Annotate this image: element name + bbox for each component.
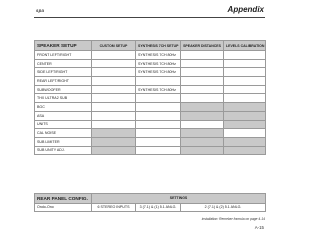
section-title: Appendix	[227, 5, 264, 14]
levels-calibration-cell	[224, 51, 266, 60]
custom-setup-cell	[92, 120, 136, 129]
speaker-distance-cell	[181, 103, 224, 112]
synthesis-cell	[136, 103, 181, 112]
table-row	[35, 137, 266, 146]
custom-setup-cell	[92, 103, 136, 112]
table-row	[35, 59, 266, 68]
column-header: CUSTOM SETUP	[92, 41, 136, 51]
synthesis-cell: SYNTHESIS 7CH 80Hz	[136, 59, 181, 68]
panel-cell: Ondo-Ono	[35, 203, 92, 211]
table-row	[35, 85, 266, 94]
panel-cell: 2 (7.1) & (2) 5.1 ANLG.	[181, 203, 266, 211]
row-label: SUB UNITY ADJ.	[35, 146, 92, 155]
speaker-distance-cell	[181, 77, 224, 86]
table-row	[35, 129, 266, 138]
header-rule	[34, 17, 265, 18]
levels-calibration-cell	[224, 94, 266, 103]
speaker-distance-cell	[181, 51, 224, 60]
speaker-distance-cell	[181, 137, 224, 146]
row-label: SUB LIMITER	[35, 137, 92, 146]
row-label: CAL NOISE	[35, 129, 92, 138]
row-label: SIDE LEFT/RIGHT	[35, 68, 92, 77]
synthesis-cell	[136, 137, 181, 146]
speaker-distance-cell	[181, 85, 224, 94]
levels-calibration-cell	[224, 59, 266, 68]
table-row	[35, 111, 266, 120]
setup-table-body	[35, 51, 266, 155]
levels-calibration-cell	[224, 68, 266, 77]
levels-calibration-cell	[224, 103, 266, 112]
speaker-distance-cell	[181, 146, 224, 155]
custom-setup-cell	[92, 111, 136, 120]
row-label: CENTER	[35, 59, 92, 68]
row-label: ASA	[35, 111, 92, 120]
page-number: A-15	[254, 225, 264, 230]
levels-calibration-cell	[224, 137, 266, 146]
custom-setup-cell	[92, 137, 136, 146]
speaker-distance-cell	[181, 111, 224, 120]
panel-row	[35, 203, 266, 211]
panel-title: REAR PANEL CONFIG.	[35, 194, 92, 204]
levels-calibration-cell	[224, 120, 266, 129]
synthesis-cell	[136, 111, 181, 120]
column-header: SPEAKER SETUP	[35, 41, 92, 51]
synthesis-cell: SYNTHESIS 7CH 80Hz	[136, 68, 181, 77]
custom-setup-cell	[92, 59, 136, 68]
custom-setup-cell	[92, 68, 136, 77]
synthesis-cell	[136, 77, 181, 86]
table-row	[35, 77, 266, 86]
custom-setup-cell	[92, 51, 136, 60]
table-row	[35, 120, 266, 129]
levels-calibration-cell	[224, 77, 266, 86]
table-row	[35, 103, 266, 112]
speaker-setup-table	[34, 40, 266, 155]
panel-cell: 3 (7.1) & (1) 5.1 ANLG.	[136, 203, 181, 211]
synthesis-cell	[136, 120, 181, 129]
speaker-distance-cell	[181, 120, 224, 129]
panel-cell: 6 STEREO INPUTS	[92, 203, 136, 211]
footnote: installation: Remeber formula on page 4-14	[201, 217, 265, 221]
table-row	[35, 94, 266, 103]
synthesis-cell	[136, 94, 181, 103]
synthesis-cell: SYNTHESIS 7CH 80Hz	[136, 51, 181, 60]
row-label: FRONT LEFT/RIGHT	[35, 51, 92, 60]
levels-calibration-cell	[224, 146, 266, 155]
column-header: SPEAKER DISTANCES	[181, 41, 224, 51]
row-label: THX ULTRA2 SUB	[35, 94, 92, 103]
synthesis-cell	[136, 146, 181, 155]
logo: spa	[36, 8, 45, 13]
speaker-distance-cell	[181, 59, 224, 68]
column-header: LEVELS CALIBRATION	[224, 41, 266, 51]
row-label: REAR LEFT/RIGHT	[35, 77, 92, 86]
levels-calibration-cell	[224, 85, 266, 94]
speaker-distance-cell	[181, 94, 224, 103]
row-label: UNITS	[35, 120, 92, 129]
levels-calibration-cell	[224, 111, 266, 120]
synthesis-cell	[136, 129, 181, 138]
row-label: BGC	[35, 103, 92, 112]
custom-setup-cell	[92, 85, 136, 94]
speaker-distance-cell	[181, 129, 224, 138]
custom-setup-cell	[92, 129, 136, 138]
table-row	[35, 51, 266, 60]
panel-header-row	[35, 194, 266, 204]
table-row	[35, 68, 266, 77]
column-header: SYNTHESIS 7CH SETUP	[136, 41, 181, 51]
speaker-distance-cell	[181, 68, 224, 77]
custom-setup-cell	[92, 146, 136, 155]
table-row	[35, 146, 266, 155]
synthesis-cell: SYNTHESIS 7CH 80Hz	[136, 85, 181, 94]
custom-setup-cell	[92, 94, 136, 103]
setup-header-row	[35, 41, 266, 51]
row-label: SUBWOOFER	[35, 85, 92, 94]
custom-setup-cell	[92, 77, 136, 86]
levels-calibration-cell	[224, 129, 266, 138]
settings-header: SETTINGS	[92, 194, 266, 204]
rear-panel-table	[34, 193, 266, 212]
